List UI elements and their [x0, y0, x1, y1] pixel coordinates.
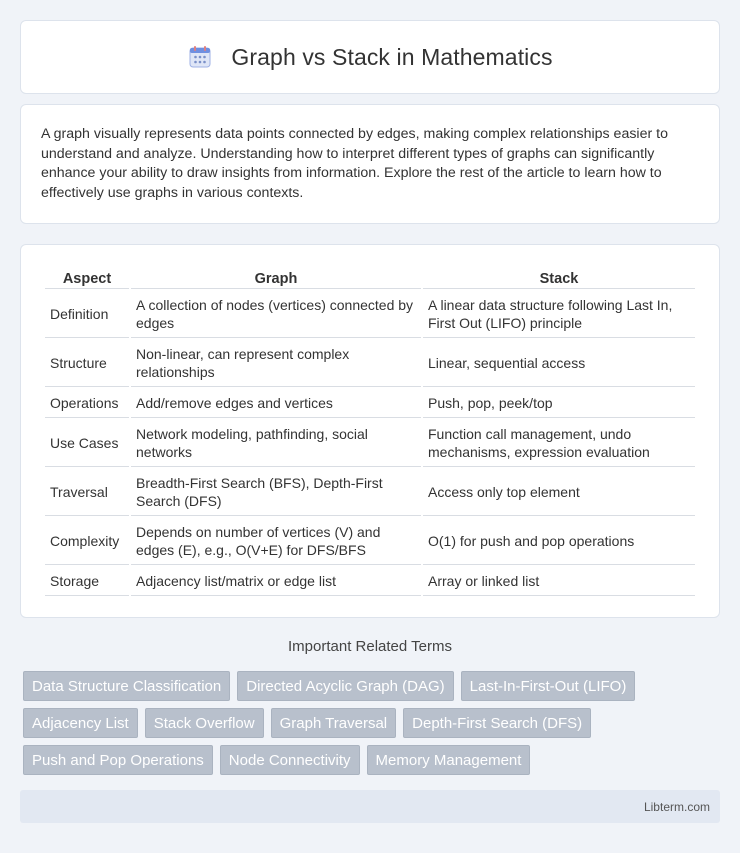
cell-aspect: Complexity — [45, 518, 129, 565]
cell-aspect: Operations — [45, 389, 129, 418]
table-row — [45, 469, 695, 516]
table-row — [45, 389, 695, 418]
footer-brand[interactable]: Libterm.com — [643, 799, 710, 814]
related-terms-list — [23, 671, 723, 775]
cell-aspect: Structure — [45, 340, 129, 387]
cell-graph: Depends on number of vertices (V) and edges (E), e.g., O(V+E) for DFS/BFS — [131, 518, 421, 565]
cell-aspect: Storage — [45, 567, 129, 596]
intro-text: A graph visually represents data points connected by edges, making complex relationships easier to understand and analyze. Understanding how to interpret different types of graphs can significantly enhance your ability to draw insights from information. Explore the rest of the article to learn how to effectively use graphs in various contexts. — [41, 126, 668, 201]
header-graph: Graph — [131, 267, 421, 289]
related-term-tag[interactable]: Last-In-First-Out (LIFO) — [461, 671, 636, 701]
related-terms-title: Important Related Terms — [288, 638, 452, 655]
table-row — [45, 291, 695, 338]
related-term-tag[interactable]: Push and Pop Operations — [23, 745, 213, 775]
related-term-tag[interactable]: Directed Acyclic Graph (DAG) — [237, 671, 453, 701]
comparison-table — [43, 265, 697, 598]
cell-aspect: Definition — [45, 291, 129, 338]
header-aspect: Aspect — [45, 267, 129, 289]
footer — [20, 790, 720, 823]
related-term-tag[interactable]: Stack Overflow — [145, 708, 264, 738]
header-card — [20, 20, 720, 94]
cell-graph: Non-linear, can represent complex relationships — [131, 340, 421, 387]
cell-stack: Push, pop, peek/top — [423, 389, 695, 418]
cell-stack: Linear, sequential access — [423, 340, 695, 387]
cell-stack: Function call management, undo mechanisms, expression evaluation — [423, 420, 695, 467]
intro-card — [20, 104, 720, 224]
table-row — [45, 518, 695, 565]
related-term-tag[interactable]: Data Structure Classification — [23, 671, 230, 701]
cell-aspect: Use Cases — [45, 420, 129, 467]
related-term-tag[interactable]: Depth-First Search (DFS) — [403, 708, 591, 738]
cell-graph: A collection of nodes (vertices) connected by edges — [131, 291, 421, 338]
table-row — [45, 340, 695, 387]
cell-stack: Array or linked list — [423, 567, 695, 596]
related-term-tag[interactable]: Node Connectivity — [220, 745, 360, 775]
cell-graph: Adjacency list/matrix or edge list — [131, 567, 421, 596]
table-row — [45, 420, 695, 467]
calendar-icon — [187, 44, 213, 70]
related-term-tag[interactable]: Adjacency List — [23, 708, 138, 738]
comparison-table-card — [20, 244, 720, 618]
related-term-tag[interactable]: Memory Management — [367, 745, 531, 775]
page-title: Graph vs Stack in Mathematics — [231, 43, 553, 70]
title-wrap — [187, 44, 552, 71]
cell-stack: O(1) for push and pop operations — [423, 518, 695, 565]
cell-graph: Breadth-First Search (BFS), Depth-First Search (DFS) — [131, 469, 421, 516]
table-row — [45, 567, 695, 596]
cell-stack: Access only top element — [423, 469, 695, 516]
cell-graph: Add/remove edges and vertices — [131, 389, 421, 418]
header-stack: Stack — [423, 267, 695, 289]
cell-graph: Network modeling, pathfinding, social networks — [131, 420, 421, 467]
cell-aspect: Traversal — [45, 469, 129, 516]
related-term-tag[interactable]: Graph Traversal — [271, 708, 397, 738]
table-header-row — [45, 267, 695, 289]
cell-stack: A linear data structure following Last In, First Out (LIFO) principle — [423, 291, 695, 338]
